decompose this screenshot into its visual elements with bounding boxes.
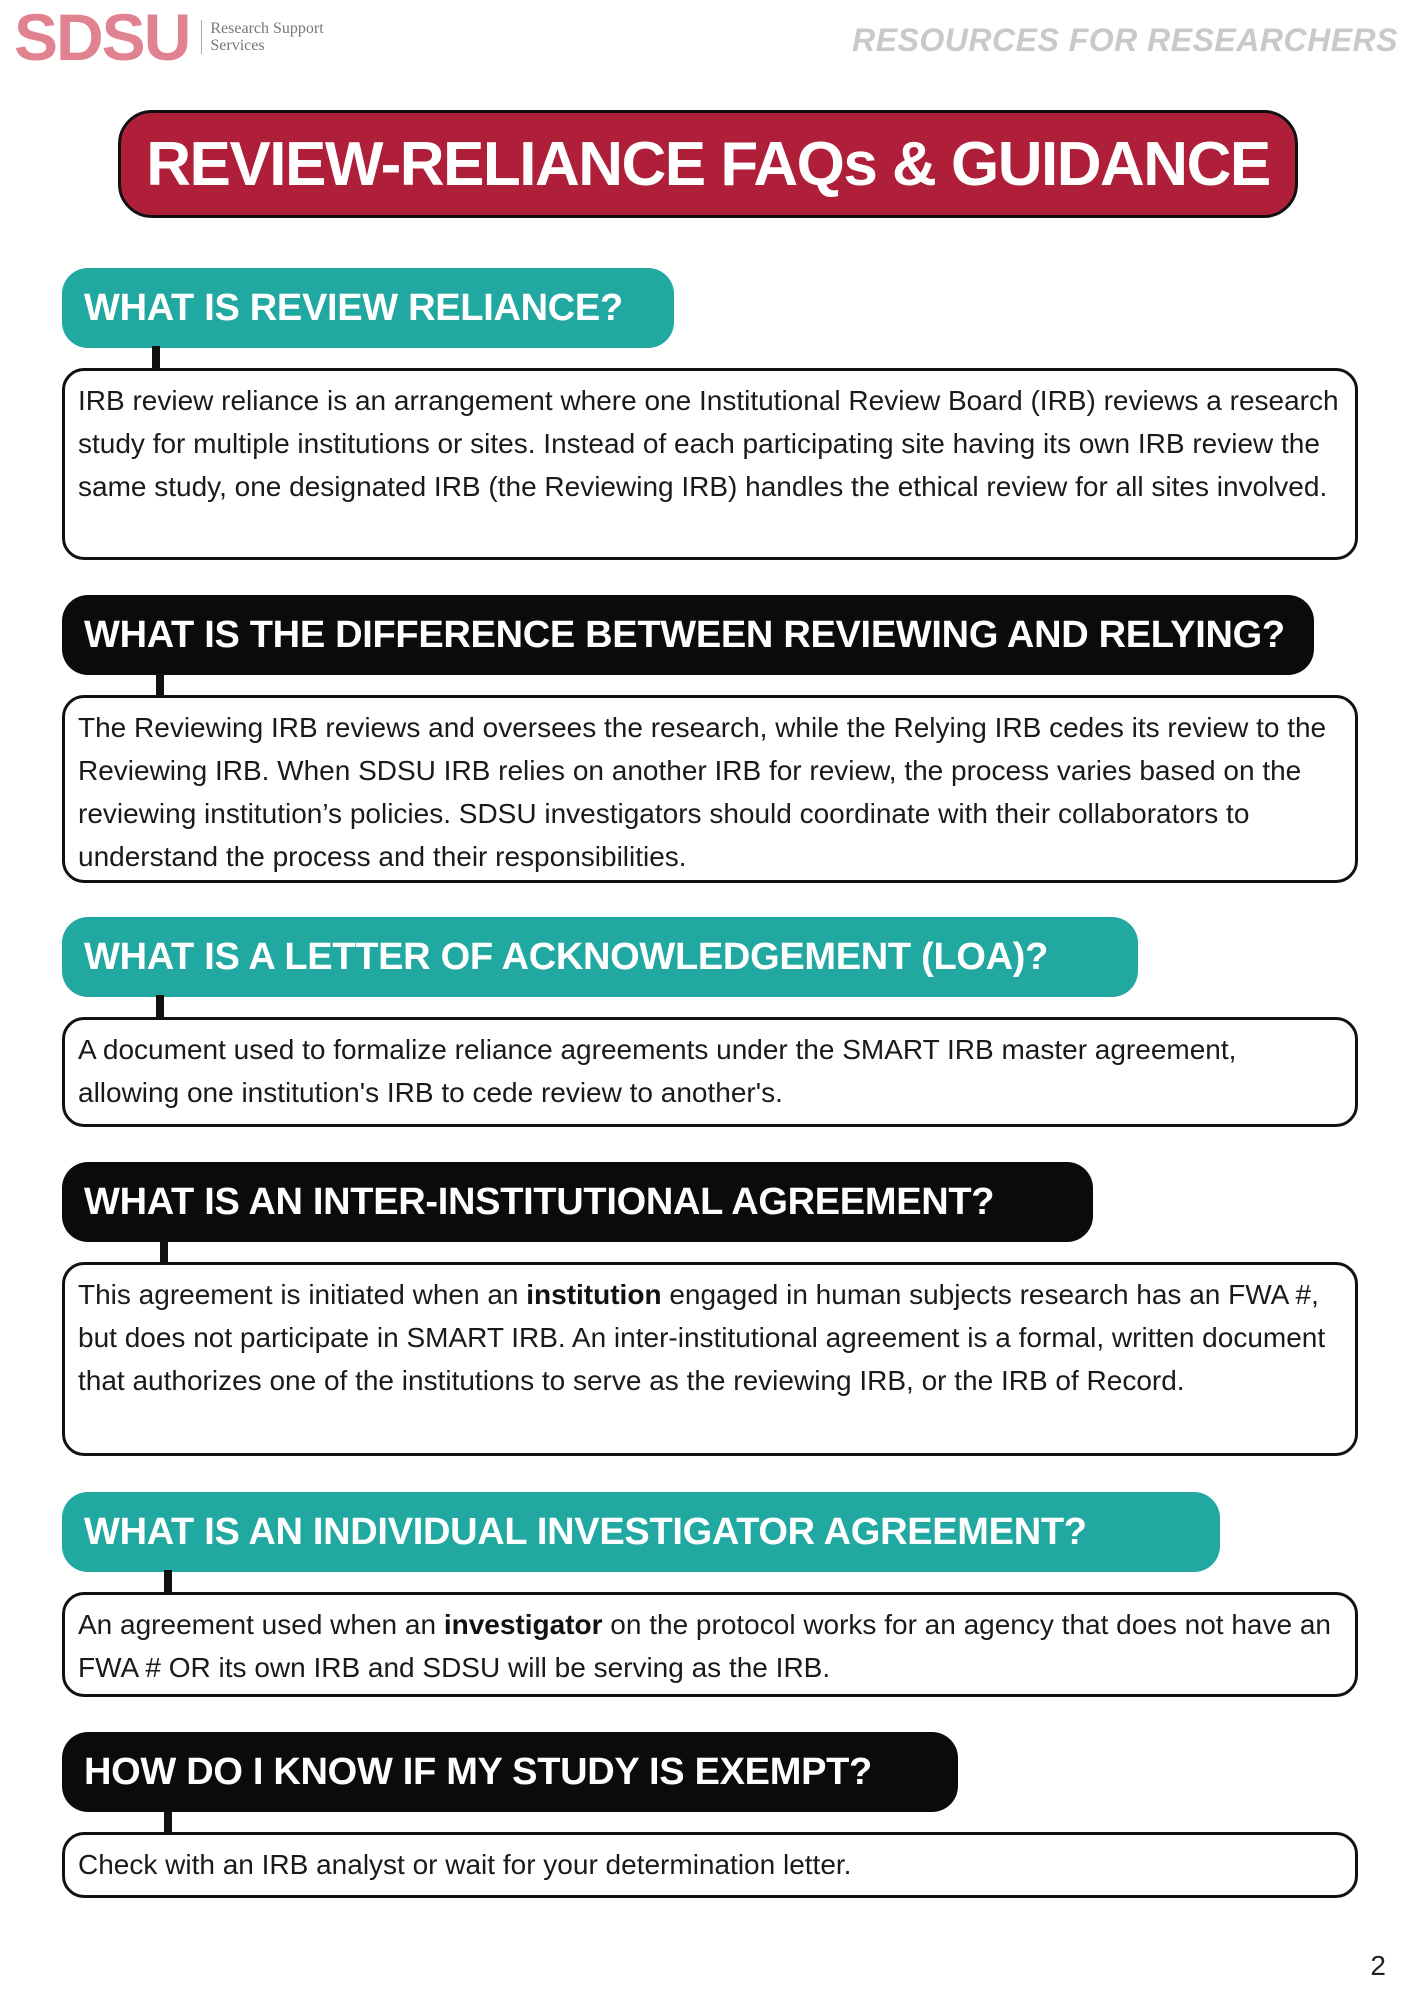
- faq-connector-2: [156, 673, 164, 697]
- faq-connector-6: [164, 1810, 172, 1834]
- faq-connector-4: [160, 1240, 168, 1264]
- faq-connector-3: [156, 995, 164, 1019]
- faq-connector-5: [164, 1570, 172, 1594]
- faq-answer-4-bold: institution: [526, 1279, 662, 1310]
- faq-answer-4: [62, 1262, 1358, 1456]
- faq-question-5: WHAT IS AN INDIVIDUAL INVESTIGATOR AGREEMENT?: [62, 1492, 1220, 1572]
- header-tagline: RESOURCES FOR RESEARCHERS: [852, 22, 1398, 58]
- faq-question-1: WHAT IS REVIEW RELIANCE?: [62, 268, 674, 348]
- faq-answer-3: A document used to formalize reliance agreements under the SMART IRB master agreement, allowing one institution's IRB to cede review to another's.: [62, 1017, 1358, 1127]
- faq-question-4: WHAT IS AN INTER-INSTITUTIONAL AGREEMENT?: [62, 1162, 1093, 1242]
- logo-subtitle: [201, 20, 323, 54]
- logo-wordmark: SDSU: [14, 0, 190, 74]
- faq-answer-5-text-b: on the protocol works for an agency that does not have an FWA # OR its own IRB and SDSU will be serving as the IRB.: [78, 1609, 1331, 1683]
- faq-question-2: WHAT IS THE DIFFERENCE BETWEEN REVIEWING AND RELYING?: [62, 595, 1314, 675]
- faq-question-3: WHAT IS A LETTER OF ACKNOWLEDGEMENT (LOA)?: [62, 917, 1138, 997]
- faq-answer-4-text-b: engaged in human subjects research has an FWA #, but does not participate in SMART IRB. An inter-institutional agreement is a formal, written document that authorizes one of the institutions to serve as the reviewing IRB, or the IRB of Record.: [78, 1279, 1326, 1396]
- faq-answer-4-text-a: This agreement is initiated when an: [78, 1279, 527, 1310]
- page-title: REVIEW-RELIANCE FAQs & GUIDANCE: [146, 129, 1270, 199]
- faq-answer-2: The Reviewing IRB reviews and oversees the research, while the Relying IRB cedes its review to the Reviewing IRB. When SDSU IRB relies on another IRB for review, the process varies based on the reviewing institution’s policies. SDSU investigators should coordinate with their collaborators to understand the process and their responsibilities.: [62, 695, 1358, 883]
- page-number: 2: [1370, 1950, 1386, 1981]
- logo-subtitle-line-1: Research Support: [210, 20, 324, 37]
- faq-answer-1: IRB review reliance is an arrangement where one Institutional Review Board (IRB) reviews a research study for multiple institutions or sites. Instead of each participating site having its own IRB review the same study, one designated IRB (the Reviewing IRB) handles the ethical review for all sites involved.: [62, 368, 1358, 560]
- faq-answer-5-bold: investigator: [443, 1609, 603, 1640]
- faq-connector-1: [152, 346, 160, 370]
- sdsu-logo: [14, 0, 324, 74]
- faq-answer-6: Check with an IRB analyst or wait for your determination letter.: [62, 1832, 1358, 1898]
- logo-subtitle-line-2: Services: [210, 37, 265, 54]
- faq-answer-5: [62, 1592, 1358, 1697]
- faq-answer-5-text-a: An agreement used when an: [78, 1609, 444, 1640]
- faq-question-6: HOW DO I KNOW IF MY STUDY IS EXEMPT?: [62, 1732, 958, 1812]
- title-banner: [118, 110, 1298, 218]
